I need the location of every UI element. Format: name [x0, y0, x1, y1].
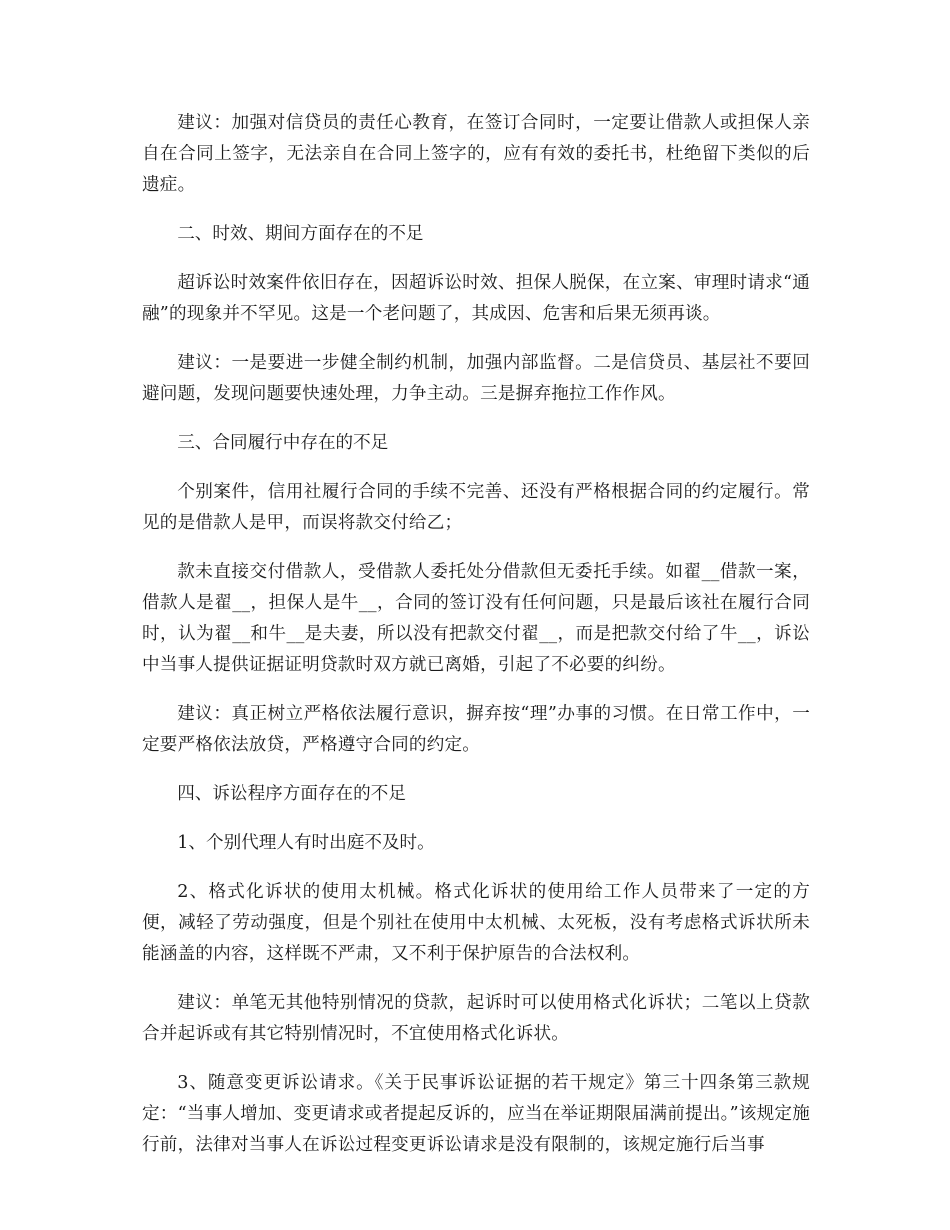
section-heading-4: 四、诉讼程序方面存在的不足 — [177, 784, 406, 804]
list-item-2: 2、格式化诉状的使用太机械。格式化诉状的使用给工作人员带来了一定的方便，减轻了劳动强度，但是个别社在使用中太机械、太死板，没有考虑格式诉状所未能涵盖的内容，这样既不严肃，又不利于保护原告的合法权利。 — [142, 882, 810, 964]
paragraph-case-example: 款未直接交付借款人，受借款人委托处分借款但无委托手续。如翟__借款一案，借款人是翟__，担保人是牛__，合同的签订没有任何问题，只是最后该社在履行合同时，认为翟__和牛__是夫妻，所以没有把款交付翟__，而是把款交付给了牛__，诉讼中当事人提供证据证明贷款时双方就已离婚，引起了不必要的纠纷。 — [142, 562, 810, 675]
paragraph-contract-performance: 个别案件，信用社履行合同的手续不完善、还没有严格根据合同的约定履行。常见的是借款人是甲，而误将款交付给乙； — [142, 482, 810, 533]
list-item-1: 1、个别代理人有时出庭不及时。 — [177, 833, 435, 853]
paragraph-suggestion-supervision: 建议：一是要进一步健全制约机制，加强内部监督。二是信贷员、基层社不要回避问题，发现问题要快速处理，力争主动。三是摒弃拖拉工作作风。 — [142, 353, 810, 404]
section-heading-2: 二、时效、期间方面存在的不足 — [177, 224, 424, 244]
paragraph-statute-limitations: 超诉讼时效案件依旧存在，因超诉讼时效、担保人脱保，在立案、审理时请求“通融”的现象并不罕见。这是一个老问题了，其成因、危害和后果无须再谈。 — [142, 273, 810, 324]
list-item-3: 3、随意变更诉讼请求。《关于民事诉讼证据的若干规定》第三十四条第三款规定：“当事人增加、变更请求或者提起反诉的，应当在举证期限届满前提出。”该规定施行前，法律对当事人在诉讼过程变更诉讼请求是没有限制的，该规定施行后当事 — [142, 1073, 810, 1155]
paragraph-suggestion-law: 建议：真正树立严格依法履行意识，摒弃按“理”办事的习惯。在日常工作中，一定要严格依法放贷，严格遵守合同的约定。 — [142, 704, 810, 755]
section-heading-3: 三、合同履行中存在的不足 — [177, 433, 389, 453]
paragraph-suggestion-signature: 建议：加强对信贷员的责任心教育，在签订合同时，一定要让借款人或担保人亲自在合同上签字，无法亲自在合同上签字的，应有有效的委托书，杜绝留下类似的后遗症。 — [142, 113, 810, 195]
paragraph-suggestion-format: 建议：单笔无其他特别情况的贷款，起诉时可以使用格式化诉状；二笔以上贷款合并起诉或有其它特别情况时，不宜使用格式化诉状。 — [142, 993, 810, 1044]
